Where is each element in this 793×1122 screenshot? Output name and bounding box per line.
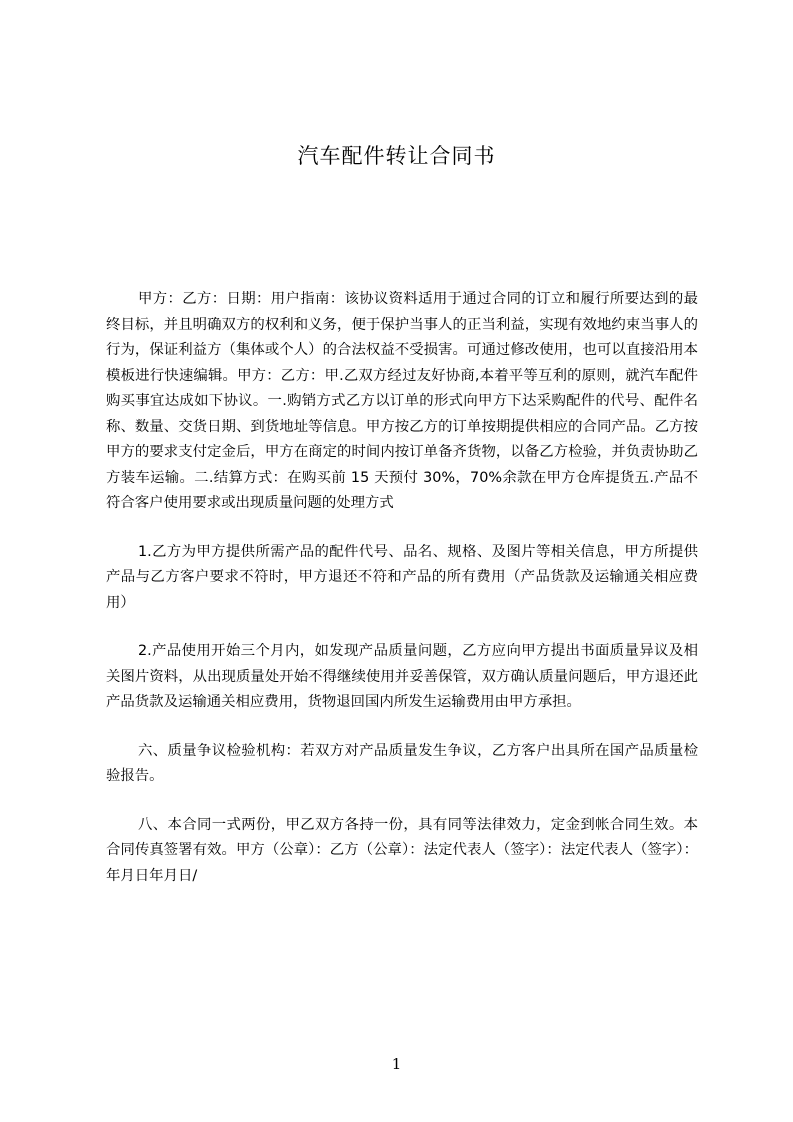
paragraph-preamble: 甲方：乙方：日期：用户指南：该协议资料适用于通过合同的订立和履行所要达到的最终目标，并且明确双方的权利和义务，便于保护当事人的正当利益，实现有效地约束当事人的行为，保证利益方（集体或个人）的合法权益不受损害。可通过修改使用，也可以直接沿用本模板进行快速编辑。甲方：乙方：甲.乙双方经过友好协商,本着平等互利的原则，就汽车配件购买事宜达成如下协议。一.购销方式乙方以订单的形式向甲方下达采购配件的代号、配件名称、数量、交货日期、到货地址等信息。甲方按乙方的订单按期提供相应的合同产品。乙方按甲方的要求支付定金后，甲方在商定的时间内按订单备齐货物，以备乙方检验，并负责协助乙方装车运输。二.结算方式：在购买前 15 天预付 30%，70%余款在甲方仓库提货五.产品不符合客户使用要求或出现质量问题的处理方式 <box>106 291 698 511</box>
page-number: 1 <box>391 1055 402 1073</box>
paragraph-quality-dispute: 六、质量争议检验机构：若双方对产品质量发生争议，乙方客户出具所在国产品质量检验报告。 <box>106 742 698 784</box>
paragraph-clause-1: 1.乙方为甲方提供所需产品的配件代号、品名、规格、及图片等相关信息，甲方所提供产品与乙方客户要求不符时，甲方退还不符和产品的所有费用（产品货款及运输通关相应费用） <box>106 543 698 611</box>
document-body <box>106 287 698 912</box>
paragraph-signatures: 八、本合同一式两份，甲乙双方各持一份，具有同等法律效力，定金到帐合同生效。本合同传真签署有效。甲方（公章）：乙方（公章）：法定代表人（签字）：法定代表人（签字）：年月日年月日/ <box>106 816 698 884</box>
document-title: 汽车配件转让合同书 <box>297 144 496 168</box>
paragraph-clause-2: 2.产品使用开始三个月内，如发现产品质量问题，乙方应向甲方提出书面质量异议及相关图片资料，从出现质量处开始不得继续使用并妥善保管，双方确认质量问题后，甲方退还此产品货款及运输通关相应费用，货物退回国内所发生运输费用由甲方承担。 <box>106 643 698 710</box>
